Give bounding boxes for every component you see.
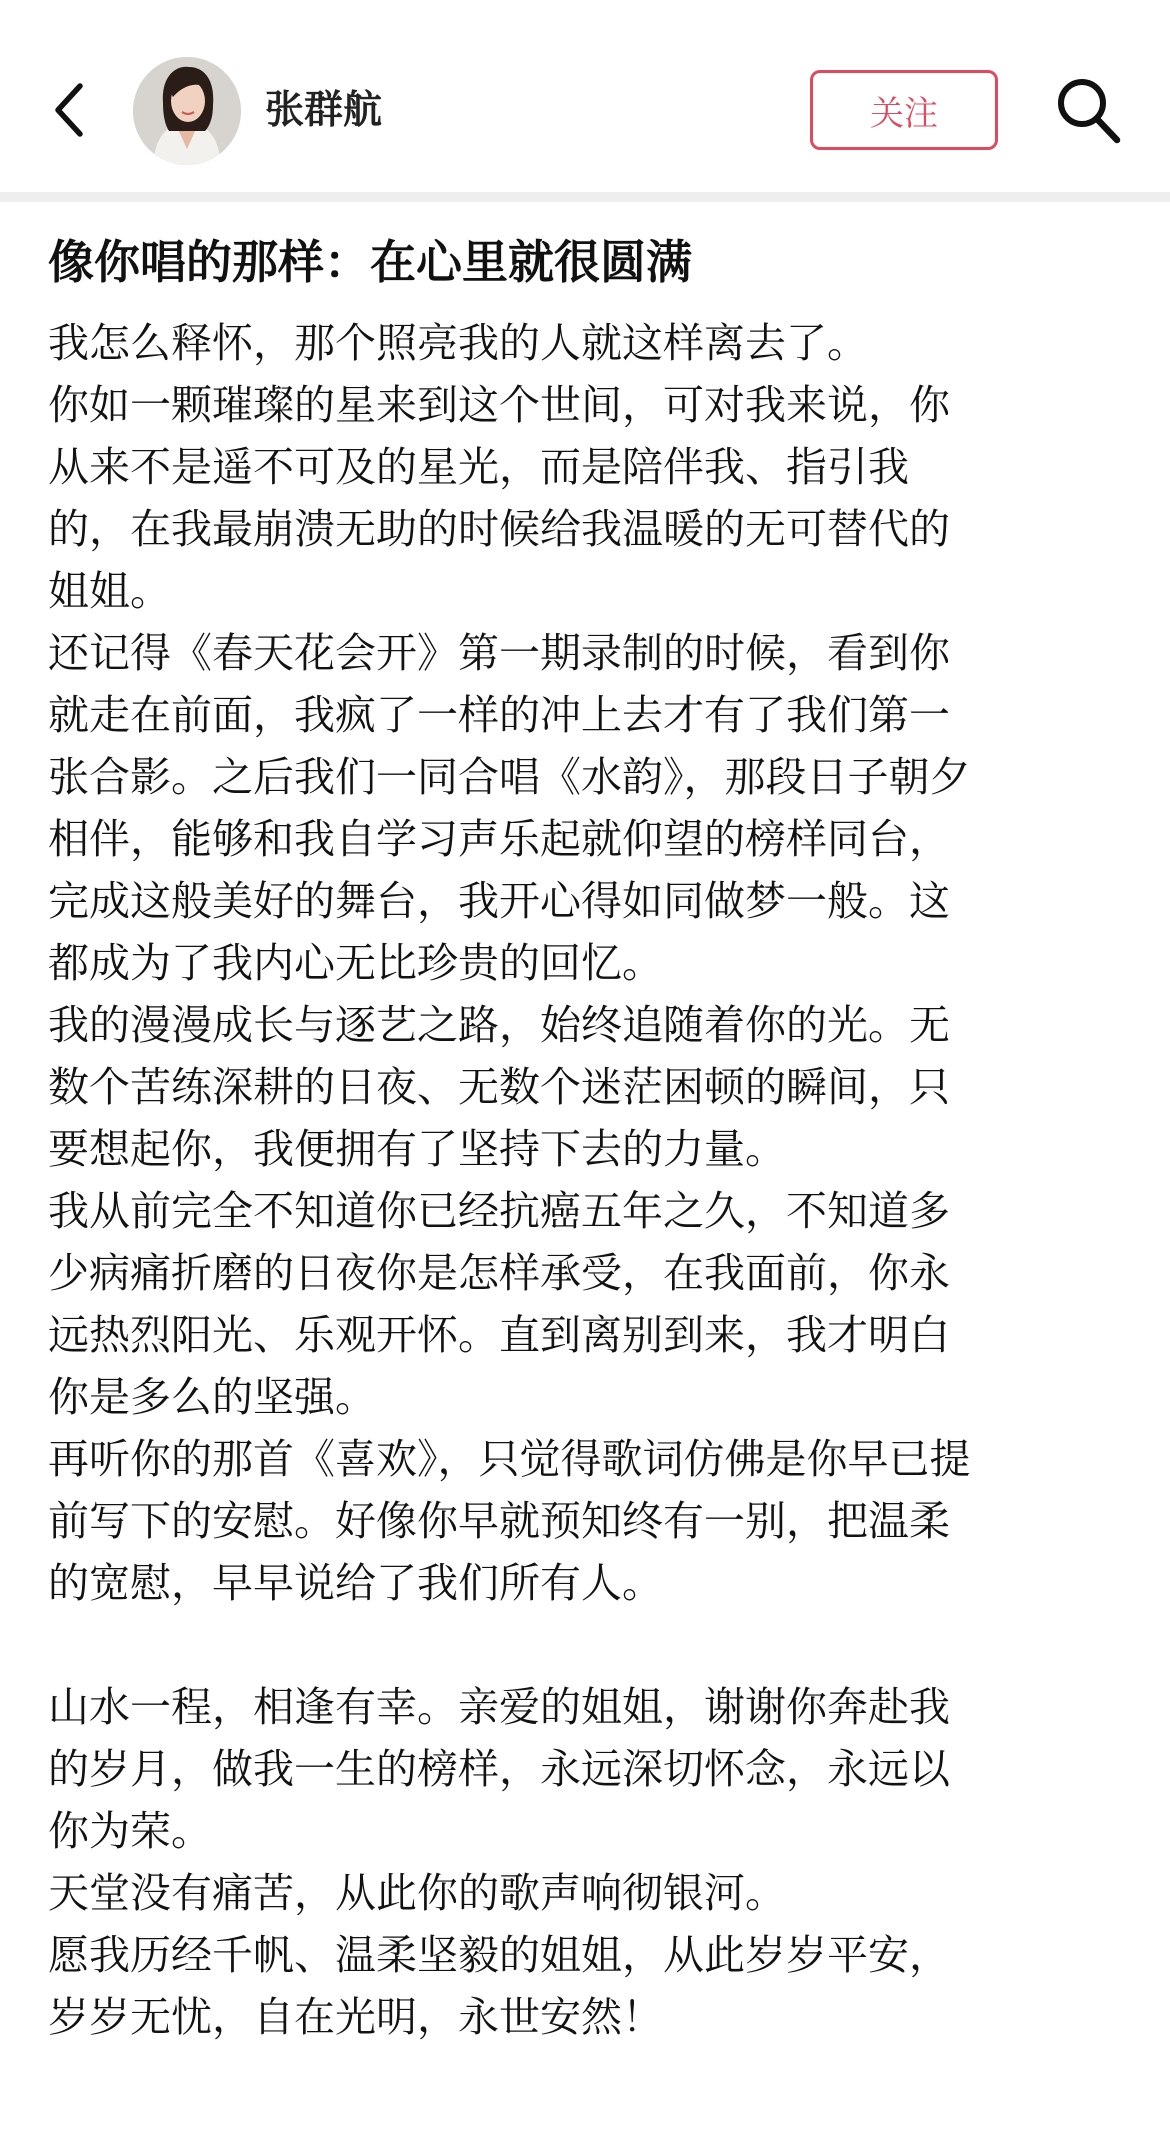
article-body [48,312,1138,2048]
article-line: 还记得《春天花会开》第一期录制的时候，看到你 [48,629,950,677]
article-line: 再听你的那首《喜欢》，只觉得歌词仿佛是你早已提 [48,1435,971,1483]
article-line: 岁岁无忧，自在光明，永世安然！ [48,1993,663,2041]
article-line: 你是多么的坚强。 [48,1373,376,1421]
search-button[interactable] [1048,68,1128,152]
chevron-left-icon [50,80,90,140]
article-line: 完成这般美好的舞台，我开心得如同做梦一般。这 [48,877,950,925]
article-line: 的，在我最崩溃无助的时候给我温暖的无可替代的 [48,505,950,553]
article-line: 少病痛折磨的日夜你是怎样承受，在我面前，你永 [48,1249,950,1297]
article-line: 的岁月，做我一生的榜样，永远深切怀念，永远以 [48,1745,950,1793]
follow-button[interactable]: 关注 [810,70,998,150]
back-button[interactable] [42,70,98,150]
article-line: 就走在前面，我疯了一样的冲上去才有了我们第一 [48,691,950,739]
article-line: 都成为了我内心无比珍贵的回忆。 [48,939,663,987]
article-line: 相伴，能够和我自学习声乐起就仰望的榜样同台， [48,815,950,863]
article-line: 愿我历经千帆、温柔坚毅的姐姐，从此岁岁平安， [48,1931,950,1979]
avatar[interactable] [133,57,241,165]
article-line: 数个苦练深耕的日夜、无数个迷茫困顿的瞬间，只 [48,1063,950,1111]
article-line: 天堂没有痛苦，从此你的歌声响彻银河。 [48,1869,786,1917]
article-line: 你如一颗璀璨的星来到这个世间，可对我来说，你 [48,381,950,429]
article-line: 我怎么释怀，那个照亮我的人就这样离去了。 [48,319,868,367]
article-line: 要想起你，我便拥有了坚持下去的力量。 [48,1125,786,1173]
header-divider [0,192,1170,202]
article-line: 我的漫漫成长与逐艺之路，始终追随着你的光。无 [48,1001,950,1049]
article-line: 前写下的安慰。好像你早就预知终有一别，把温柔 [48,1497,950,1545]
article-line: 远热烈阳光、乐观开怀。直到离别到来，我才明白 [48,1311,950,1359]
user-name[interactable]: 张群航 [265,88,383,133]
app-header [0,0,1170,192]
article-line: 我从前完全不知道你已经抗癌五年之久，不知道多 [48,1187,950,1235]
article [48,226,1138,2048]
article-title: 像你唱的那样：在心里就很圆满 [48,235,692,289]
article-line: 张合影。之后我们一同合唱《水韵》，那段日子朝夕 [48,753,971,801]
user-avatar [133,57,241,165]
article-line: 的宽慰，早早说给了我们所有人。 [48,1559,663,1607]
search-icon [1053,73,1123,147]
article-line: 从来不是遥不可及的星光，而是陪伴我、指引我 [48,443,909,491]
article-line: 姐姐。 [48,567,171,615]
article-line: 山水一程，相逢有幸。亲爱的姐姐，谢谢你奔赴我 [48,1683,950,1731]
article-line [48,1614,1138,1676]
article-line: 你为荣。 [48,1807,212,1855]
